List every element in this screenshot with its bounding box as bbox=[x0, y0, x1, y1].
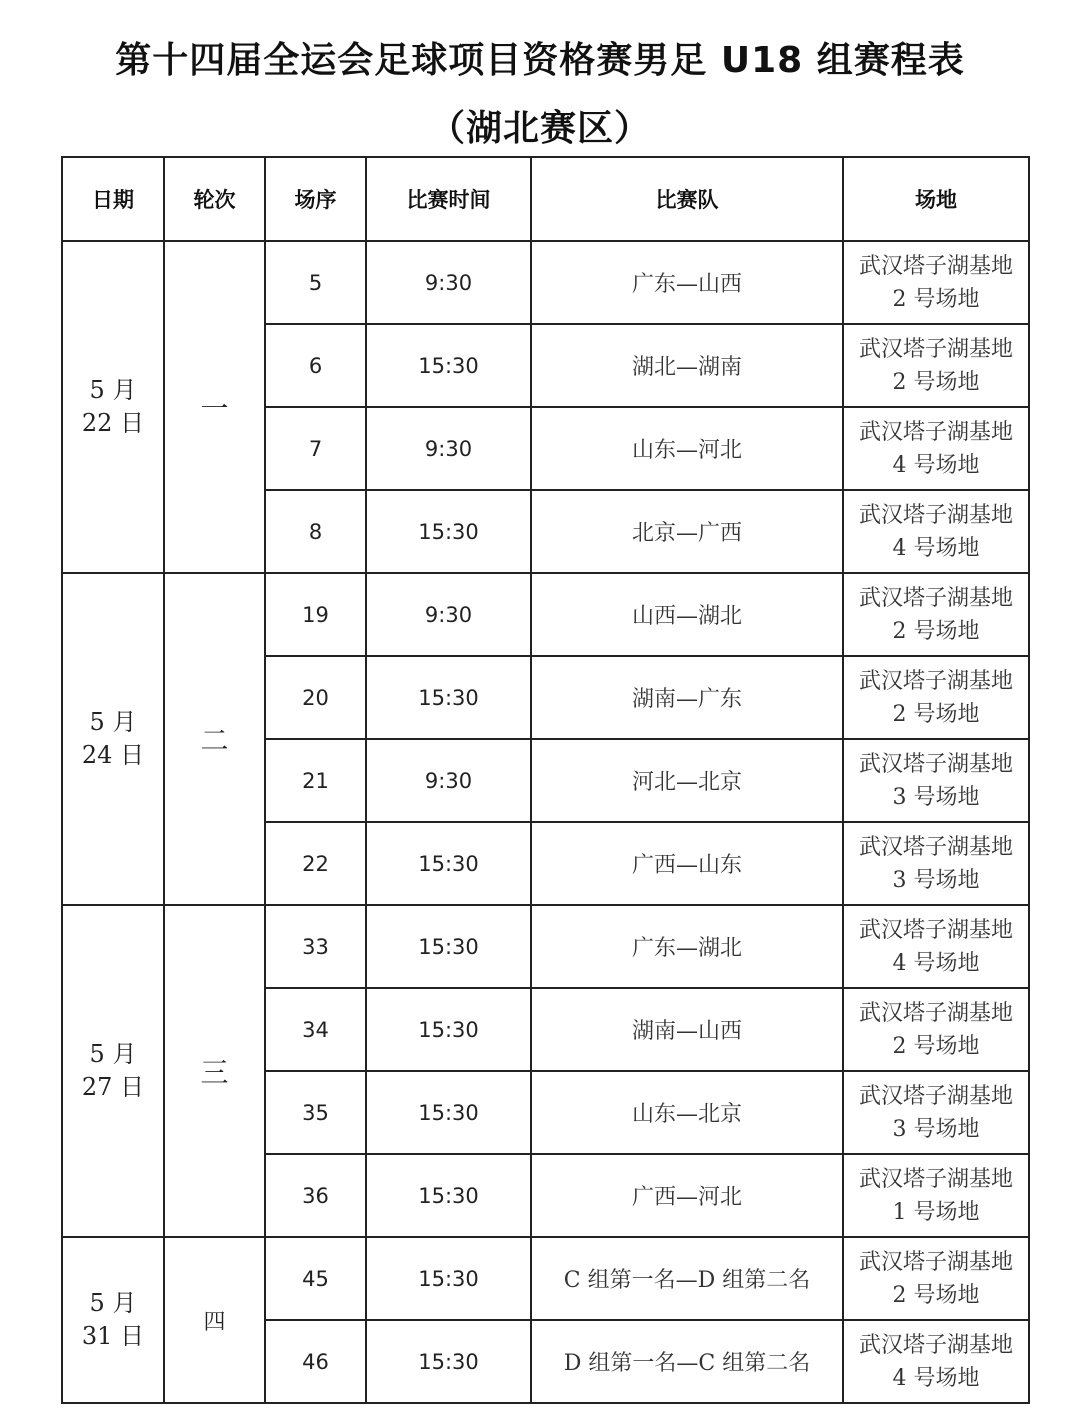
time-cell: 15:30 bbox=[366, 1154, 531, 1237]
time-cell: 15:30 bbox=[366, 324, 531, 407]
date-month: 5 月 bbox=[89, 1289, 137, 1317]
venue-name: 武汉塔子湖基地 bbox=[858, 1000, 1013, 1026]
venue-name: 武汉塔子湖基地 bbox=[858, 1332, 1013, 1358]
venue-field: 2 号场地 bbox=[892, 1033, 980, 1059]
date-cell bbox=[62, 241, 164, 573]
venue-cell bbox=[843, 1237, 1029, 1320]
time-cell: 15:30 bbox=[366, 1320, 531, 1403]
teams-cell: D 组第一名—C 组第二名 bbox=[531, 1320, 843, 1403]
venue-cell bbox=[843, 739, 1029, 822]
teams-cell: 湖南—山西 bbox=[531, 988, 843, 1071]
venue-field: 3 号场地 bbox=[892, 1116, 980, 1142]
match-no-cell: 33 bbox=[265, 905, 366, 988]
round-cell: 三 bbox=[164, 905, 265, 1237]
match-no-cell: 19 bbox=[265, 573, 366, 656]
date-month: 5 月 bbox=[89, 1040, 137, 1068]
table-row bbox=[62, 573, 1029, 656]
date-day: 27 日 bbox=[81, 1073, 145, 1101]
time-cell: 9:30 bbox=[366, 573, 531, 656]
round-cell: 二 bbox=[164, 573, 265, 905]
match-no-cell: 45 bbox=[265, 1237, 366, 1320]
venue-name: 武汉塔子湖基地 bbox=[858, 419, 1013, 445]
venue-name: 武汉塔子湖基地 bbox=[858, 668, 1013, 694]
table-row bbox=[62, 241, 1029, 324]
venue-cell bbox=[843, 1154, 1029, 1237]
venue-field: 3 号场地 bbox=[892, 784, 980, 810]
venue-cell bbox=[843, 1320, 1029, 1403]
time-cell: 15:30 bbox=[366, 490, 531, 573]
venue-name: 武汉塔子湖基地 bbox=[858, 751, 1013, 777]
date-month: 5 月 bbox=[89, 708, 137, 736]
venue-cell bbox=[843, 905, 1029, 988]
venue-cell bbox=[843, 324, 1029, 407]
header-venue: 场地 bbox=[843, 157, 1029, 241]
teams-cell: 广西—山东 bbox=[531, 822, 843, 905]
time-cell: 15:30 bbox=[366, 656, 531, 739]
date-cell bbox=[62, 573, 164, 905]
venue-field: 2 号场地 bbox=[892, 701, 980, 727]
teams-cell: 山东—北京 bbox=[531, 1071, 843, 1154]
match-no-cell: 5 bbox=[265, 241, 366, 324]
venue-name: 武汉塔子湖基地 bbox=[858, 502, 1013, 528]
venue-cell bbox=[843, 822, 1029, 905]
date-day: 24 日 bbox=[81, 741, 145, 769]
time-cell: 15:30 bbox=[366, 1071, 531, 1154]
venue-cell bbox=[843, 573, 1029, 656]
table-row bbox=[62, 1237, 1029, 1320]
date-cell bbox=[62, 1237, 164, 1403]
venue-field: 2 号场地 bbox=[892, 1282, 980, 1308]
time-cell: 9:30 bbox=[366, 241, 531, 324]
teams-cell: 湖南—广东 bbox=[531, 656, 843, 739]
time-cell: 9:30 bbox=[366, 739, 531, 822]
venue-field: 4 号场地 bbox=[892, 1365, 980, 1391]
round-cell: 四 bbox=[164, 1237, 265, 1403]
header-date: 日期 bbox=[62, 157, 164, 241]
round-cell: 一 bbox=[164, 241, 265, 573]
venue-cell bbox=[843, 490, 1029, 573]
match-no-cell: 34 bbox=[265, 988, 366, 1071]
venue-field: 4 号场地 bbox=[892, 535, 980, 561]
header-match-no: 场序 bbox=[265, 157, 366, 241]
venue-cell bbox=[843, 656, 1029, 739]
match-no-cell: 22 bbox=[265, 822, 366, 905]
teams-cell: 广东—山西 bbox=[531, 241, 843, 324]
teams-cell: 广西—河北 bbox=[531, 1154, 843, 1237]
venue-name: 武汉塔子湖基地 bbox=[858, 1166, 1013, 1192]
venue-name: 武汉塔子湖基地 bbox=[858, 1083, 1013, 1109]
venue-field: 3 号场地 bbox=[892, 867, 980, 893]
match-no-cell: 6 bbox=[265, 324, 366, 407]
time-cell: 15:30 bbox=[366, 1237, 531, 1320]
match-no-cell: 46 bbox=[265, 1320, 366, 1403]
venue-cell bbox=[843, 407, 1029, 490]
teams-cell: 广东—湖北 bbox=[531, 905, 843, 988]
venue-cell bbox=[843, 241, 1029, 324]
time-cell: 15:30 bbox=[366, 988, 531, 1071]
time-cell: 9:30 bbox=[366, 407, 531, 490]
venue-name: 武汉塔子湖基地 bbox=[858, 917, 1013, 943]
venue-name: 武汉塔子湖基地 bbox=[858, 336, 1013, 362]
schedule-table bbox=[61, 156, 1030, 1404]
time-cell: 15:30 bbox=[366, 822, 531, 905]
header-row bbox=[62, 157, 1029, 241]
match-no-cell: 35 bbox=[265, 1071, 366, 1154]
venue-name: 武汉塔子湖基地 bbox=[858, 1249, 1013, 1275]
date-day: 22 日 bbox=[81, 409, 145, 437]
venue-name: 武汉塔子湖基地 bbox=[858, 585, 1013, 611]
venue-field: 2 号场地 bbox=[892, 618, 980, 644]
page-title: 第十四届全运会足球项目资格赛男足 U18 组赛程表 bbox=[115, 40, 965, 81]
match-no-cell: 36 bbox=[265, 1154, 366, 1237]
teams-cell: 山东—河北 bbox=[531, 407, 843, 490]
header-time: 比赛时间 bbox=[366, 157, 531, 241]
date-month: 5 月 bbox=[89, 376, 137, 404]
venue-field: 2 号场地 bbox=[892, 286, 980, 312]
venue-field: 2 号场地 bbox=[892, 369, 980, 395]
venue-name: 武汉塔子湖基地 bbox=[858, 253, 1013, 279]
venue-field: 1 号场地 bbox=[892, 1199, 980, 1225]
match-no-cell: 20 bbox=[265, 656, 366, 739]
date-cell bbox=[62, 905, 164, 1237]
page-subtitle: （湖北赛区） bbox=[428, 108, 651, 149]
venue-cell bbox=[843, 1071, 1029, 1154]
table-row bbox=[62, 905, 1029, 988]
date-day: 31 日 bbox=[81, 1322, 145, 1350]
teams-cell: 北京—广西 bbox=[531, 490, 843, 573]
match-no-cell: 8 bbox=[265, 490, 366, 573]
venue-field: 4 号场地 bbox=[892, 452, 980, 478]
venue-field: 4 号场地 bbox=[892, 950, 980, 976]
header-round: 轮次 bbox=[164, 157, 265, 241]
time-cell: 15:30 bbox=[366, 905, 531, 988]
match-no-cell: 7 bbox=[265, 407, 366, 490]
teams-cell: 山西—湖北 bbox=[531, 573, 843, 656]
venue-cell bbox=[843, 988, 1029, 1071]
teams-cell: C 组第一名—D 组第二名 bbox=[531, 1237, 843, 1320]
teams-cell: 湖北—湖南 bbox=[531, 324, 843, 407]
teams-cell: 河北—北京 bbox=[531, 739, 843, 822]
venue-name: 武汉塔子湖基地 bbox=[858, 834, 1013, 860]
match-no-cell: 21 bbox=[265, 739, 366, 822]
header-teams: 比赛队 bbox=[531, 157, 843, 241]
